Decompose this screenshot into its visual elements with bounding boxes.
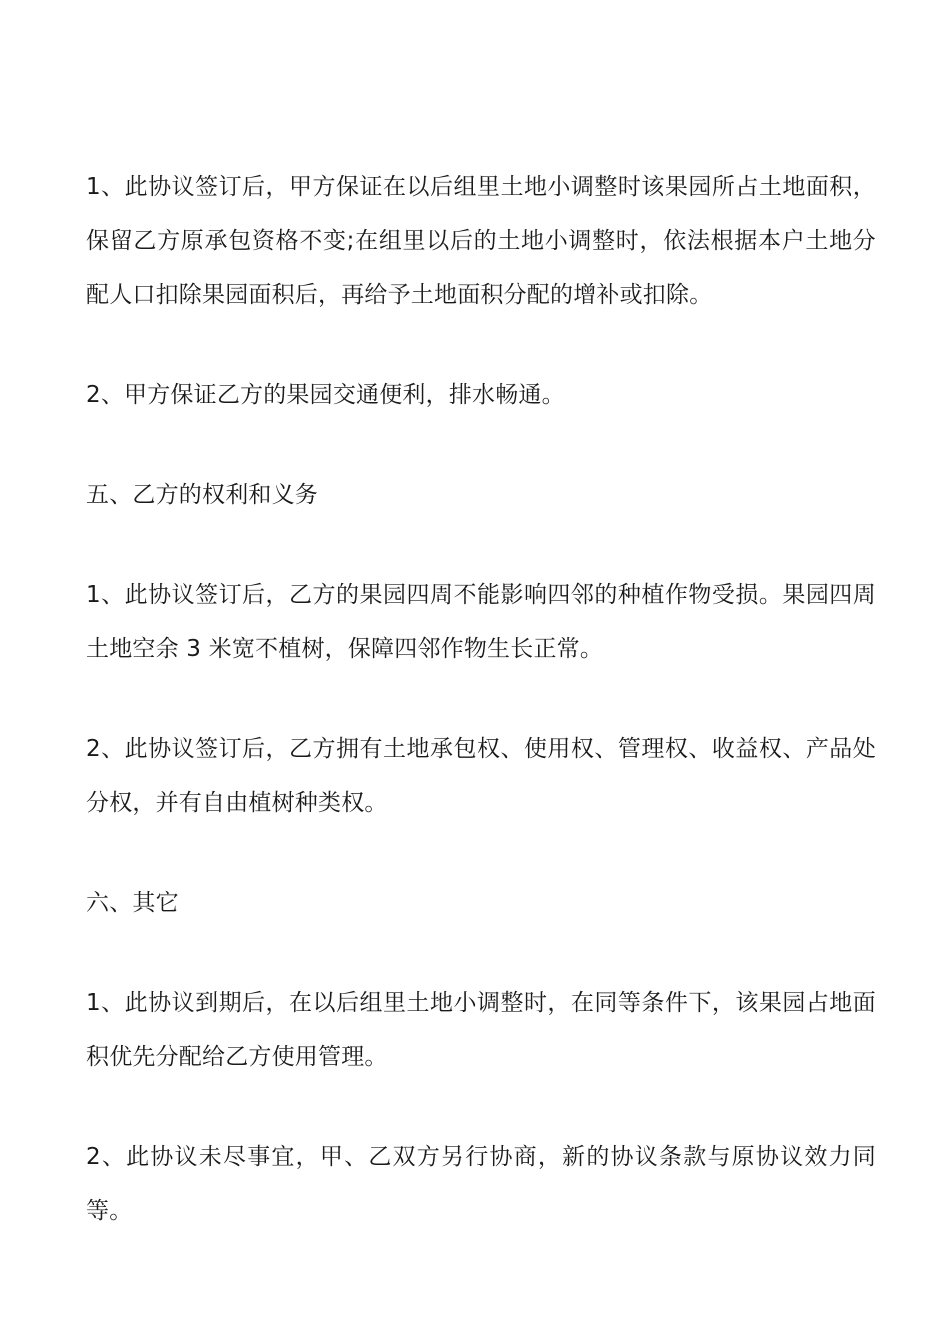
document-body bbox=[86, 160, 876, 1284]
section-six-heading: 六、其它 bbox=[86, 890, 179, 916]
section-six-clause-2-paragraph: 2、此协议未尽事宜，甲、乙双方另行协商，新的协议条款与原协议效力同等。 bbox=[86, 1144, 876, 1224]
clause-1-paragraph: 1、此协议签订后，甲方保证在以后组里土地小调整时该果园所占土地面积，保留乙方原承包资格不变;在组里以后的土地小调整时，依法根据本户土地分配人口扣除果园面积后，再给予土地面积分配的增补或扣除。 bbox=[86, 174, 876, 308]
clause-2-paragraph: 2、甲方保证乙方的果园交通便利，排水畅通。 bbox=[86, 382, 565, 408]
section-five-clause-1-paragraph: 1、此协议签订后，乙方的果园四周不能影响四邻的种植作物受损。果园四周土地空余 3 米宽不植树，保障四邻作物生长正常。 bbox=[86, 582, 876, 662]
section-five-clause-2-paragraph: 2、此协议签订后，乙方拥有土地承包权、使用权、管理权、收益权、产品处分权，并有自由植树种类权。 bbox=[86, 736, 876, 816]
section-five-heading: 五、乙方的权利和义务 bbox=[86, 482, 318, 508]
section-six-clause-1-paragraph: 1、此协议到期后，在以后组里土地小调整时，在同等条件下，该果园占地面积优先分配给乙方使用管理。 bbox=[86, 990, 876, 1070]
